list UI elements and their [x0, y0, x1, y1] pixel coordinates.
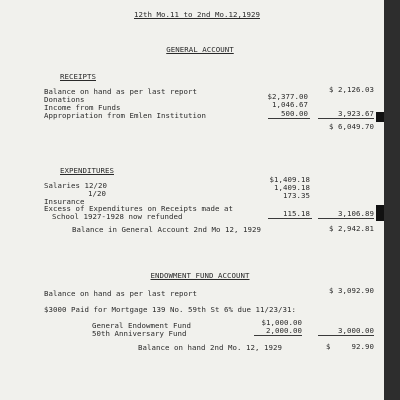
- endowment-final-dollar: $: [326, 342, 331, 351]
- expenditures-total: 3,106.89: [338, 209, 374, 218]
- general-balance-value: $ 2,942.81: [329, 224, 374, 233]
- rule: [268, 218, 312, 219]
- receipt-donations-value: $2,377.00: [267, 92, 308, 101]
- rule: [318, 118, 374, 119]
- receipts-total: $ 6,049.70: [329, 122, 374, 131]
- endowment-final-balance-value: 92.90: [351, 342, 374, 351]
- excess-label-2: School 1927-1928 now refunded: [52, 212, 183, 221]
- general-endowment-value: $1,000.00: [261, 318, 302, 327]
- general-endowment-label: General Endowment Fund: [92, 321, 191, 330]
- receipt-label-income: Income from Funds: [44, 103, 121, 112]
- receipt-subtotal-value: 3,923.67: [338, 109, 374, 118]
- anniversary-fund-value: 2,000.00: [266, 326, 302, 335]
- salaries-value-2: 1,409.18: [274, 183, 310, 192]
- scan-edge: [384, 0, 400, 400]
- endowment-subtotal: 3,000.00: [338, 326, 374, 335]
- rule: [268, 118, 310, 119]
- insurance-label: Insurance: [44, 197, 85, 206]
- excess-label: Excess of Expenditures on Receipts made at: [44, 204, 233, 213]
- salaries-label-2: 1/20: [88, 189, 106, 198]
- date-range: 12th Mo.11 to 2nd Mo.12,1929: [134, 10, 260, 19]
- general-account-title: GENERAL ACCOUNT: [166, 45, 234, 54]
- endowment-balance-last-label: Balance on hand as per last report: [44, 289, 197, 298]
- endowment-balance-last-value: $ 3,092.90: [329, 286, 374, 295]
- excess-value: 115.18: [283, 209, 310, 218]
- rule: [254, 335, 302, 336]
- salaries-value-1: $1,409.18: [269, 175, 310, 184]
- receipt-balance-value: $ 2,126.03: [329, 85, 374, 94]
- rule: [318, 335, 374, 336]
- binding-mark: [376, 205, 384, 221]
- binding-mark: [376, 112, 384, 122]
- endowment-final-balance-label: Balance on hand 2nd Mo. 12, 1929: [138, 343, 282, 352]
- insurance-value: 173.35: [283, 191, 310, 200]
- endowment-title: ENDOWMENT FUND ACCOUNT: [150, 271, 250, 280]
- anniversary-fund-label: 50th Anniversary Fund: [92, 329, 187, 338]
- general-balance-label: Balance in General Account 2nd Mo 12, 1929: [72, 225, 261, 234]
- rule: [318, 218, 374, 219]
- receipt-appropriation-value: 500.00: [281, 109, 308, 118]
- salaries-label: Salaries 12/20: [44, 181, 107, 190]
- expenditures-heading: EXPENDITURES: [60, 166, 114, 175]
- mortgage-label: $3000 Paid for Mortgage 139 No. 59th St 6% due 11/23/31:: [44, 305, 296, 314]
- receipt-label-appropriation: Appropriation from Emlen Institution: [44, 111, 206, 120]
- receipt-label-donations: Donations: [44, 95, 85, 104]
- receipt-income-value: 1,046.67: [272, 100, 308, 109]
- receipts-heading: RECEIPTS: [60, 72, 96, 81]
- receipt-label-balance: Balance on hand as per last report: [44, 87, 197, 96]
